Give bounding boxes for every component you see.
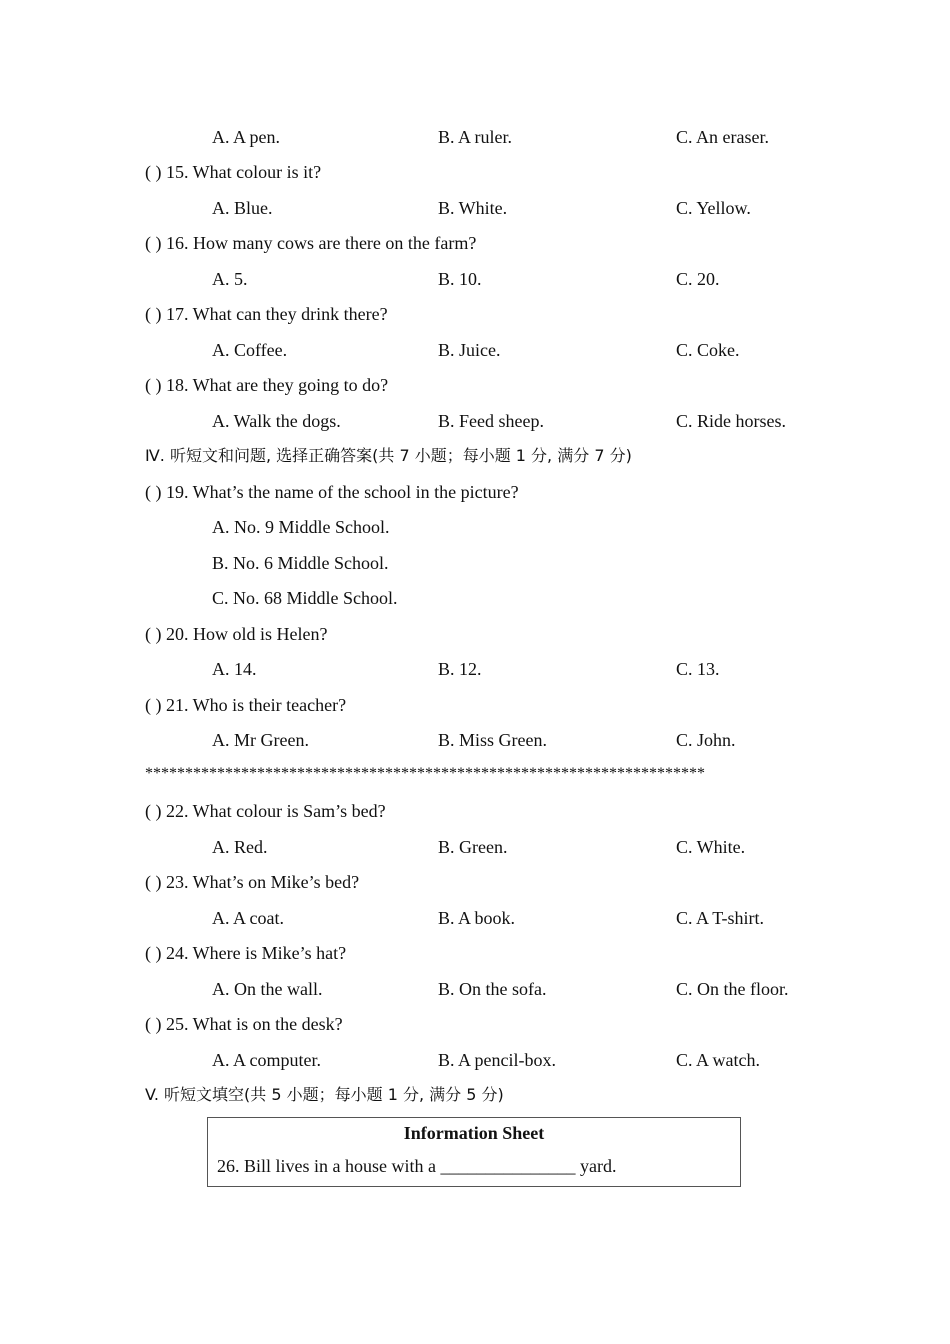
option-a: A. 5. [212, 269, 248, 289]
q14-options [0, 123, 950, 151]
option-b: B. White. [438, 198, 508, 218]
question-15-options [0, 194, 950, 222]
option-c: C. No. 68 Middle School. [212, 588, 398, 608]
option-a: A. Red. [212, 837, 268, 857]
question-17 [0, 300, 950, 328]
option-b: B. Green. [438, 837, 508, 857]
section-4-heading: Ⅳ. 听短文和问题, 选择正确答案(共 7 小题；每小题 1 分, 满分 7 分) [145, 446, 632, 465]
question-19-option-c-row [0, 584, 950, 612]
option-a: A. 14. [212, 659, 257, 679]
question-25 [0, 1010, 950, 1038]
option-b: B. A pencil-box. [438, 1050, 556, 1070]
option-a: A. On the wall. [212, 979, 323, 999]
question-stem: ( ) 19. What’s the name of the school in the picture? [145, 482, 519, 502]
option-c: C. White. [676, 837, 746, 857]
option-b: B. Juice. [438, 340, 501, 360]
option-b: B. Feed sheep. [438, 411, 544, 431]
question-stem: ( ) 23. What’s on Mike’s bed? [145, 872, 360, 892]
question-25-options [0, 1046, 950, 1074]
option-c: C. John. [676, 730, 736, 750]
question-22-options [0, 833, 950, 861]
q14-option-a: A. A pen. [212, 127, 281, 147]
option-c: C. Yellow. [676, 198, 751, 218]
option-a: A. No. 9 Middle School. [212, 517, 390, 537]
question-24-options [0, 975, 950, 1003]
question-stem: ( ) 16. How many cows are there on the farm? [145, 233, 477, 253]
option-a: A. Coffee. [212, 340, 288, 360]
question-16-options [0, 265, 950, 293]
option-a: A. Walk the dogs. [212, 411, 341, 431]
question-23-options [0, 904, 950, 932]
question-20 [0, 620, 950, 648]
question-23 [0, 868, 950, 896]
q14-option-c: C. An eraser. [676, 127, 769, 147]
question-22 [0, 797, 950, 825]
option-b: B. 10. [438, 269, 482, 289]
option-c: C. 20. [676, 269, 720, 289]
option-c: C. Coke. [676, 340, 740, 360]
question-stem: ( ) 17. What can they drink there? [145, 304, 388, 324]
star-divider: ********************************************************************** [145, 765, 705, 782]
question-stem: ( ) 21. Who is their teacher? [145, 695, 347, 715]
question-24 [0, 939, 950, 967]
question-stem: ( ) 15. What colour is it? [145, 162, 322, 182]
information-sheet-item-26: 26. Bill lives in a house with a _______________ yard. [217, 1156, 617, 1176]
question-19-option-a-row [0, 513, 950, 541]
question-18 [0, 371, 950, 399]
star-divider-row [0, 760, 950, 788]
question-19 [0, 478, 950, 506]
option-c: C. On the floor. [676, 979, 789, 999]
information-sheet-box [207, 1117, 741, 1187]
q14-option-b: B. A ruler. [438, 127, 513, 147]
question-stem: ( ) 20. How old is Helen? [145, 624, 328, 644]
option-b: B. On the sofa. [438, 979, 547, 999]
option-b: B. 12. [438, 659, 482, 679]
question-20-options [0, 655, 950, 683]
option-c: C. A T-shirt. [676, 908, 765, 928]
question-stem: ( ) 18. What are they going to do? [145, 375, 389, 395]
section-5-heading: V. 听短文填空(共 5 小题；每小题 1 分, 满分 5 分) [145, 1085, 504, 1104]
option-a: A. A coat. [212, 908, 284, 928]
question-21-options [0, 726, 950, 754]
section-5-heading-row [0, 1081, 950, 1109]
option-b: B. No. 6 Middle School. [212, 553, 389, 573]
question-19-option-b-row [0, 549, 950, 577]
option-c: C. A watch. [676, 1050, 760, 1070]
question-stem: ( ) 22. What colour is Sam’s bed? [145, 801, 386, 821]
option-c: C. Ride horses. [676, 411, 786, 431]
question-15 [0, 158, 950, 186]
option-a: A. A computer. [212, 1050, 321, 1070]
question-18-options [0, 407, 950, 435]
option-c: C. 13. [676, 659, 720, 679]
option-b: B. Miss Green. [438, 730, 547, 750]
option-a: A. Blue. [212, 198, 273, 218]
option-a: A. Mr Green. [212, 730, 309, 750]
question-stem: ( ) 24. Where is Mike’s hat? [145, 943, 347, 963]
section-4-heading-row [0, 442, 950, 470]
question-17-options [0, 336, 950, 364]
information-sheet-title: Information Sheet [403, 1123, 545, 1143]
option-b: B. A book. [438, 908, 516, 928]
question-16 [0, 229, 950, 257]
question-21 [0, 691, 950, 719]
question-stem: ( ) 25. What is on the desk? [145, 1014, 343, 1034]
